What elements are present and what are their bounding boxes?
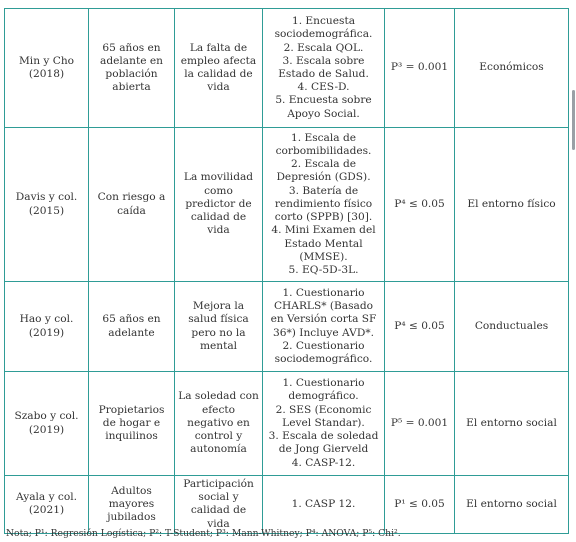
instrument-item: 4. CASP-12.: [291, 456, 356, 469]
instrument-item: 3. Escala de soledad de Jong Gierveld: [268, 430, 379, 456]
table-row: [5, 476, 569, 534]
table-row: [5, 282, 569, 372]
instrument-item: 2. SES (Economic Level Standar).: [275, 403, 372, 429]
finding-cell: La falta de empleo afecta la calidad de vida: [175, 9, 263, 128]
instrument-item: 1. Escala de corbomibilidades.: [275, 131, 372, 158]
category-cell: El entorno físico: [455, 128, 569, 282]
population-cell: Con riesgo a caída: [89, 128, 175, 282]
p-value-cell: P⁴ ≤ 0.05: [385, 282, 455, 372]
finding-cell: Participación social y calidad de vida: [175, 476, 263, 534]
author-cell: Davis y col. (2015): [5, 128, 89, 282]
instruments-cell: [263, 476, 385, 534]
author-cell: Szabo y col. (2019): [5, 372, 89, 476]
population-cell: Propietarios de hogar e inquilinos: [89, 372, 175, 476]
category-cell: Conductuales: [455, 282, 569, 372]
instrument-item: 5. EQ-5D-3L.: [288, 263, 359, 276]
finding-cell: La soledad con efecto negativo en control y autonomía: [175, 372, 263, 476]
instruments-cell: [263, 128, 385, 282]
category-cell: El entorno social: [455, 372, 569, 476]
table-row: [5, 9, 569, 128]
instrument-item: 4. Mini Examen del Estado Mental (MMSE).: [271, 224, 376, 263]
finding-cell: La movilidad como predictor de calidad de vida: [175, 128, 263, 282]
instrument-item: 3. Batería de rendimiento físico corto (SPPB) [30].: [274, 184, 373, 224]
population-cell: 65 años en adelante en población abierta: [89, 9, 175, 128]
category-cell: Económicos: [455, 9, 569, 128]
population-cell: Adultos mayores jubilados: [89, 476, 175, 534]
author-cell: Ayala y col. (2021): [5, 476, 89, 534]
instrument-item: 1. CASP 12.: [291, 497, 356, 510]
p-value-cell: P⁴ ≤ 0.05: [385, 128, 455, 282]
instrument-item: 4. CES-D.: [297, 81, 350, 94]
finding-cell: Mejora la salud física pero no la mental: [175, 282, 263, 372]
table-note: Nota; P¹: Regresión Logística; P²: T-Student; P³: Mann-Whitney; P⁴: ANOVA; P⁵: Chi².: [6, 528, 401, 539]
table-row: [5, 372, 569, 476]
p-value-cell: P¹ ≤ 0.05: [385, 476, 455, 534]
instrument-item: 5. Encuesta sobre Apoyo Social.: [275, 94, 372, 120]
instruments-cell: [263, 9, 385, 128]
instruments-cell: [263, 372, 385, 476]
instrument-item: 2. Cuestionario sociodemográfico.: [274, 339, 373, 365]
instrument-item: 1. Encuesta sociodemográfica.: [274, 15, 373, 41]
instrument-item: 1. Cuestionario demográfico.: [282, 377, 365, 403]
studies-table: [4, 8, 569, 534]
instruments-cell: [263, 282, 385, 372]
instrument-item: 2. Escala QOL.: [283, 41, 364, 54]
studies-table-container: [4, 8, 568, 534]
author-cell: Min y Cho (2018): [5, 9, 89, 128]
p-value-cell: P⁵ = 0.001: [385, 372, 455, 476]
table-row: [5, 128, 569, 282]
scrollbar-thumb[interactable]: [572, 90, 575, 150]
p-value-cell: P³ = 0.001: [385, 9, 455, 128]
instrument-item: 2. Escala de Depresión (GDS).: [276, 158, 371, 184]
category-cell: El entorno social: [455, 476, 569, 534]
instrument-item: 3. Escala sobre Estado de Salud.: [278, 54, 369, 80]
instrument-item: 1. Cuestionario CHARLS* (Basado en Versión corta SF 36*) Incluye AVD*.: [270, 286, 377, 339]
author-cell: Hao y col. (2019): [5, 282, 89, 372]
population-cell: 65 años en adelante: [89, 282, 175, 372]
